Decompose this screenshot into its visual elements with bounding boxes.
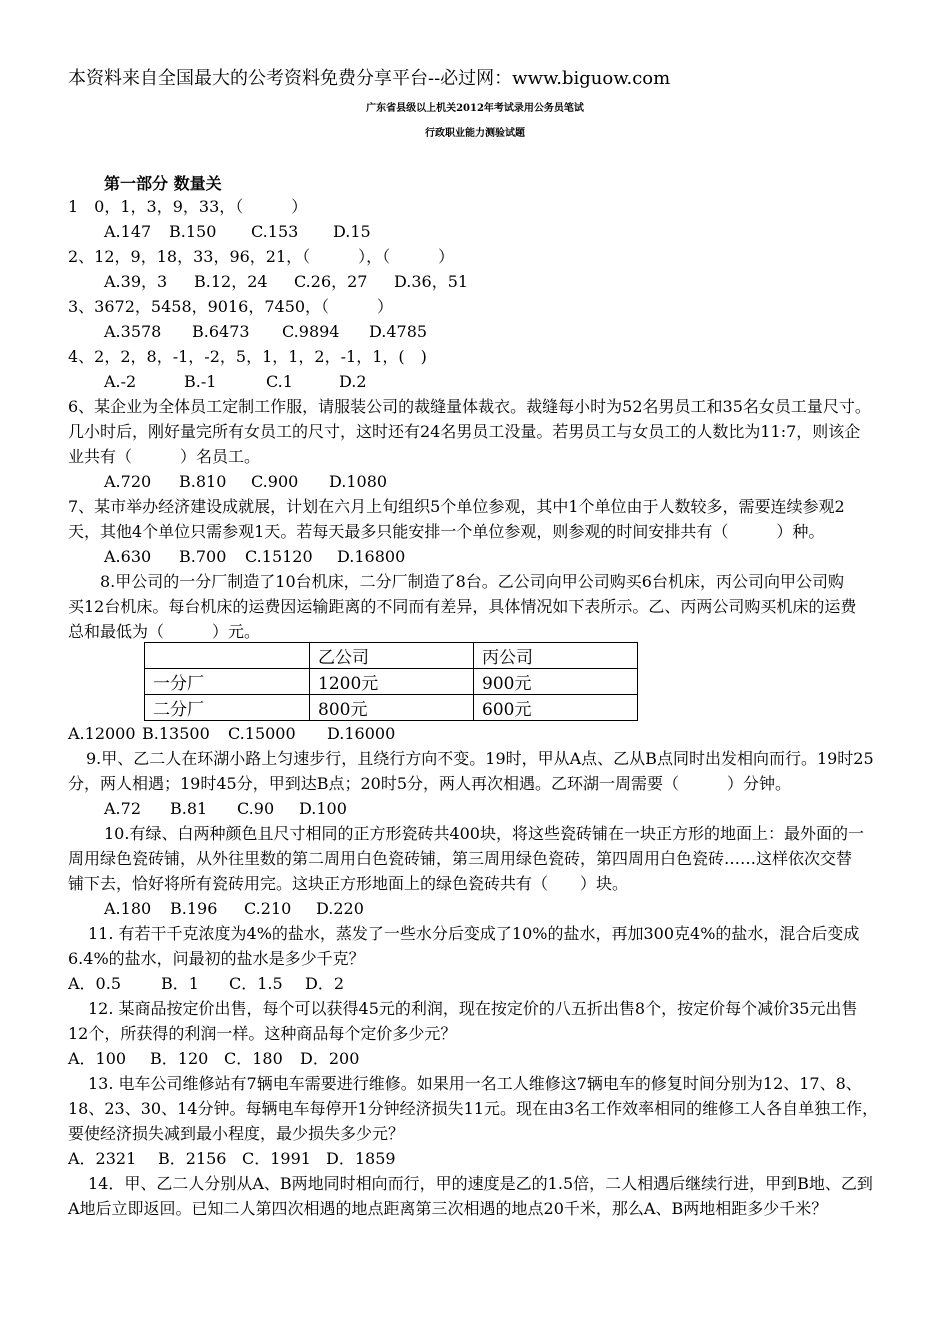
question-stem: 9.甲、乙二人在环湖小路上匀速步行，且绕行方向不变。19时，甲从A点、乙从B点同时出发相向而行。19时25 (86, 749, 874, 768)
question-options (104, 271, 468, 293)
table-cell: 二分厂 (145, 695, 310, 721)
question-stem: 10.有绿、白两种颜色且尺寸相同的正方形瓷砖共400块，将这些瓷砖铺在一块正方形的地面上：最外面的一 (104, 824, 864, 843)
option: A.3578 (104, 322, 162, 341)
option: B.196 (170, 899, 218, 918)
document-title: 广东省县级以上机关2012年考试录用公务员笔试 (366, 103, 584, 114)
question-options (68, 1148, 396, 1170)
question-stem: 分，两人相遇；19时45分，甲到达B点；20时5分，两人再次相遇。乙环湖一周需要（ ）分钟。 (68, 774, 792, 793)
table-row (145, 695, 638, 721)
question-stem: 1 0，1，3，9，33，（ ） (68, 197, 308, 216)
table-cell: 1200元 (310, 669, 474, 695)
option: A.-2 (104, 372, 137, 391)
question-stem: 铺下去，恰好将所有瓷砖用完。这块正方形地面上的绿色瓷砖共有（ ）块。 (68, 874, 629, 893)
question-stem: 周用绿色瓷砖铺，从外往里数的第二周用白色瓷砖铺，第三周用绿色瓷砖，第四周用白色瓷砖……这样依次交替 (68, 849, 853, 868)
option: D.2 (339, 372, 367, 391)
option: D．1859 (326, 1149, 396, 1168)
option: D.220 (316, 899, 364, 918)
question-stem: 天，其他4个单位只需参观1天。若每天最多只能安排一个单位参观，则参观的时间安排共有（ ）种。 (68, 522, 825, 541)
option: A．100 (68, 1049, 127, 1068)
option: A.630 (104, 547, 152, 566)
question-stem: 6、某企业为全体员工定制工作服，请服装公司的裁缝量体裁衣。裁缝每小时为52名男员工和35名女员工量尺寸。 (68, 397, 871, 416)
option: A.12000 (68, 724, 136, 743)
table-cell: 600元 (474, 695, 638, 721)
option: B.12，24 (194, 272, 268, 291)
option: D.16800 (337, 547, 406, 566)
question-options (104, 546, 405, 568)
question-stem: 3、3672，5458，9016，7450，（ ） (68, 297, 394, 316)
table-row (145, 669, 638, 695)
question-stem: 18、23、30、14分钟。每辆电车每停开1分钟经济损失11元。现在由3名工作效率相同的维修工人各自单独工作， (68, 1099, 879, 1118)
option: A.720 (104, 472, 152, 491)
option: D.1080 (329, 472, 388, 491)
table-cell: 乙公司 (310, 643, 474, 669)
question-stem: 14．甲、乙二人分别从A、B两地同时相向而行，甲的速度是乙的1.5倍，二人相遇后继续行进，甲到B地、乙到 (88, 1174, 873, 1193)
option: C．1.5 (229, 974, 283, 993)
option: A.39，3 (104, 272, 168, 291)
question-options (104, 371, 367, 393)
source-note: 本资料来自全国最大的公考资料免费分享平台--必过网：www.biguow.com (68, 68, 671, 89)
option: A．0.5 (68, 974, 122, 993)
section-title: 第一部分 数量关 (104, 174, 222, 193)
option: C．1991 (242, 1149, 311, 1168)
option: C.15120 (245, 547, 313, 566)
question-stem: 业共有（ ）名员工。 (68, 447, 261, 466)
option: D.100 (299, 799, 347, 818)
option: C．180 (224, 1049, 283, 1068)
option: A.72 (104, 799, 141, 818)
option: C.90 (237, 799, 275, 818)
option: B.700 (179, 547, 227, 566)
option: D．2 (305, 974, 345, 993)
option: C.9894 (282, 322, 340, 341)
option: D.36，51 (394, 272, 469, 291)
question-stem: 13. 电车公司维修站有7辆电车需要进行维修。如果用一名工人维修这7辆电车的修复时间分别为12、17、8、 (88, 1074, 862, 1093)
question-stem: 2、12，9，18，33，96，21，（ ），（ ） (68, 247, 455, 266)
option: B.-1 (184, 372, 217, 391)
question-stem: 6.4%的盐水，问最初的盐水是多少千克？ (68, 949, 365, 968)
question-stem: 买12台机床。每台机床的运费因运输距离的不同而有差异，具体情况如下表所示。乙、丙两公司购买机床的运费 (68, 597, 857, 616)
option: B．1 (161, 974, 199, 993)
table-cell: 一分厂 (145, 669, 310, 695)
question-stem: 4、2，2，8，-1，-2，5，1，1，2，-1，1，( ) (68, 347, 427, 366)
option: B.150 (169, 222, 217, 241)
question-options (68, 723, 395, 745)
question-options (68, 1048, 359, 1070)
question-stem: 要使经济损失减到最小程度，最少损失多少元？ (68, 1124, 405, 1143)
option: D.16000 (327, 724, 396, 743)
table-cell: 800元 (310, 695, 474, 721)
table-cell (145, 643, 310, 669)
option: B．2156 (158, 1149, 227, 1168)
option: C.900 (251, 472, 299, 491)
option: C.210 (244, 899, 292, 918)
option: C.1 (266, 372, 293, 391)
question-stem: 11. 有若干千克浓度为4%的盐水，蒸发了一些水分后变成了10%的盐水，再加300克4%的盐水，混合后变成 (88, 924, 860, 943)
option: C.15000 (228, 724, 296, 743)
question-stem: A地后立即返回。已知二人第四次相遇的地点距离第三次相遇的地点20千米，那么A、B两地相距多少千米？ (68, 1199, 828, 1218)
option: D.4785 (369, 322, 428, 341)
option: B.13500 (142, 724, 210, 743)
question-options (104, 471, 387, 493)
table-cell: 900元 (474, 669, 638, 695)
question-options (104, 898, 364, 920)
option: A.147 (104, 222, 152, 241)
question-stem: 12个，所获得的利润一样。这种商品每个定价多少元？ (68, 1024, 457, 1043)
option: B．120 (150, 1049, 209, 1068)
option: A.180 (104, 899, 152, 918)
option: B.81 (170, 799, 208, 818)
question-options (104, 798, 347, 820)
question-options (104, 321, 427, 343)
question-options (104, 221, 371, 243)
question-stem: 几小时后，刚好量完所有女员工的尺寸，这时还有24名男员工没量。若男员工与女员工的人数比为11:7，则该企 (68, 422, 861, 441)
question-stem: 8.甲公司的一分厂制造了10台机床，二分厂制造了8台。乙公司向甲公司购买6台机床，丙公司向甲公司购 (100, 572, 844, 591)
option: C.153 (251, 222, 299, 241)
option: B.810 (179, 472, 227, 491)
question-stem: 总和最低为（ ）元。 (68, 622, 261, 641)
table-cell: 丙公司 (474, 643, 638, 669)
question-options (68, 973, 344, 995)
cost-table (144, 642, 638, 721)
option: C.26，27 (294, 272, 368, 291)
question-stem: 12. 某商品按定价出售，每个可以获得45元的利润，现在按定价的八五折出售8个，按定价每个减价35元出售 (88, 999, 858, 1018)
option: D.15 (333, 222, 371, 241)
option: D．200 (300, 1049, 360, 1068)
option: A．2321 (68, 1149, 137, 1168)
question-stem: 7、某市举办经济建设成就展，计划在六月上旬组织5个单位参观，其中1个单位由于人数较多，需要连续参观2 (68, 497, 845, 516)
option: B.6473 (192, 322, 250, 341)
document-subtitle: 行政职业能力测验试题 (425, 128, 525, 139)
table-header-row (145, 643, 638, 669)
